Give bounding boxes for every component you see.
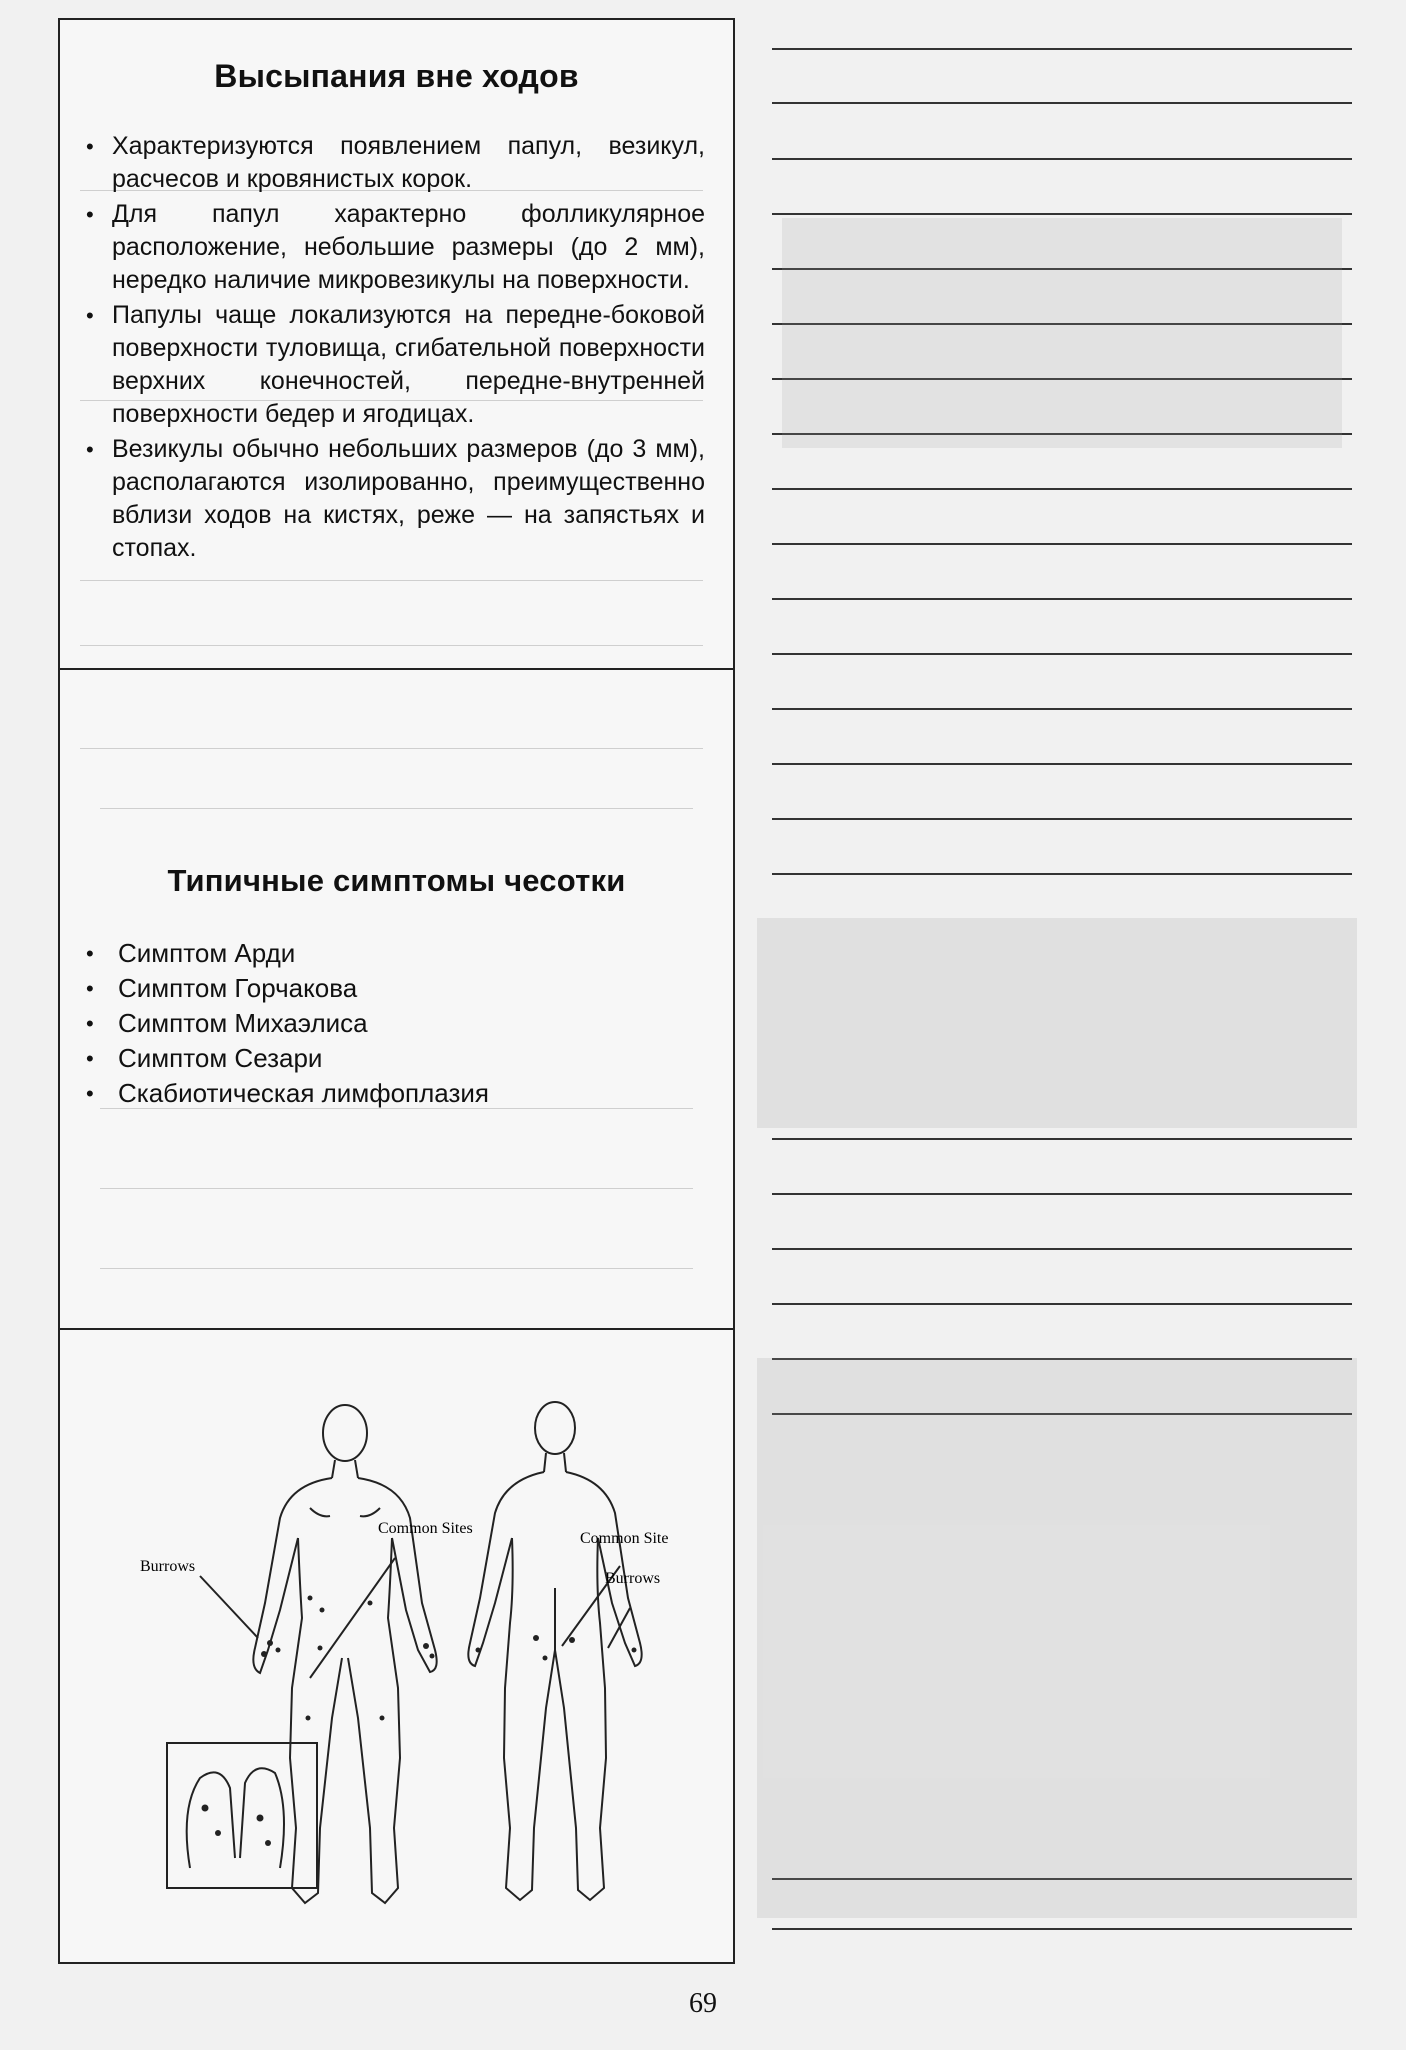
list-item: • Симптом Сезари	[80, 1041, 713, 1076]
bleed-through-block	[757, 918, 1357, 1128]
list-item: • Симптом Горчакова	[80, 971, 713, 1006]
symptoms-list	[80, 936, 713, 1111]
panel-title: Типичные симптомы чесотки	[167, 863, 626, 898]
note-line	[772, 653, 1352, 655]
bullet-icon: •	[86, 202, 94, 227]
list-item: • Характеризуются появлением папул, везикул, расчесов и кровянистых корок.	[86, 132, 705, 193]
bullet-icon: •	[86, 437, 94, 462]
list-item: • Симптом Михаэлиса	[80, 1006, 713, 1041]
list-item: • Скабиотическая лимфоплазия	[80, 1076, 713, 1111]
back-body-figure	[468, 1402, 641, 1900]
note-line	[772, 213, 1352, 215]
burrows-label-right: Burrows	[605, 1570, 661, 1587]
list-item: • Папулы чаще локализуются на передне-боковой поверхности туловища, сгибательной поверхности верхних конечностей, передне-внутренней поверхности бедер и ягодицах.	[86, 301, 705, 428]
note-line	[772, 48, 1352, 50]
note-line	[772, 102, 1352, 104]
note-line	[772, 1303, 1352, 1305]
note-line	[772, 1138, 1352, 1140]
bullet-icon: •	[86, 1046, 94, 1071]
bullet-icon: •	[86, 1081, 94, 1106]
front-body-figure	[253, 1405, 436, 1903]
bullet-icon: •	[86, 303, 94, 328]
note-line	[772, 763, 1352, 765]
bleed-through-block	[757, 1358, 1357, 1918]
rash-features-list	[80, 130, 705, 567]
rash-outside-burrows-panel	[60, 20, 733, 670]
bullet-icon: •	[86, 134, 94, 159]
note-line	[772, 818, 1352, 820]
common-site-label-right: Common Site	[580, 1530, 669, 1547]
note-line	[772, 488, 1352, 490]
bleed-through-block	[782, 218, 1342, 448]
notes-column	[742, 18, 1372, 1964]
panel-title: Высыпания вне ходов	[214, 58, 579, 94]
bullet-icon: •	[86, 976, 94, 1001]
note-line	[772, 158, 1352, 160]
note-line	[772, 543, 1352, 545]
scabies-sites-diagram	[140, 1388, 760, 1948]
bullet-icon: •	[86, 1011, 94, 1036]
note-line	[772, 1928, 1352, 1930]
note-line	[772, 873, 1352, 875]
page-number: 69	[689, 1988, 717, 2019]
list-item: • Симптом Арди	[80, 936, 713, 971]
body-diagram-panel	[60, 1328, 733, 1964]
common-sites-label: Common Sites	[378, 1520, 473, 1537]
list-item: • Для папул характерно фолликулярное расположение, небольшие размеры (до 2 мм), нередко наличие микровезикулы на поверхности.	[86, 200, 705, 294]
note-line	[772, 598, 1352, 600]
note-line	[772, 1193, 1352, 1195]
typical-symptoms-panel	[60, 668, 733, 1330]
burrows-label-left: Burrows	[140, 1558, 196, 1575]
bullet-icon: •	[86, 941, 94, 966]
note-line	[772, 708, 1352, 710]
left-column	[58, 18, 735, 1964]
note-line	[772, 1248, 1352, 1250]
list-item: • Везикулы обычно небольших размеров (до 3 мм), располагаются изолированно, преимущественно вблизи ходов на кистях, реже — на запястьях и стопах.	[86, 435, 705, 562]
